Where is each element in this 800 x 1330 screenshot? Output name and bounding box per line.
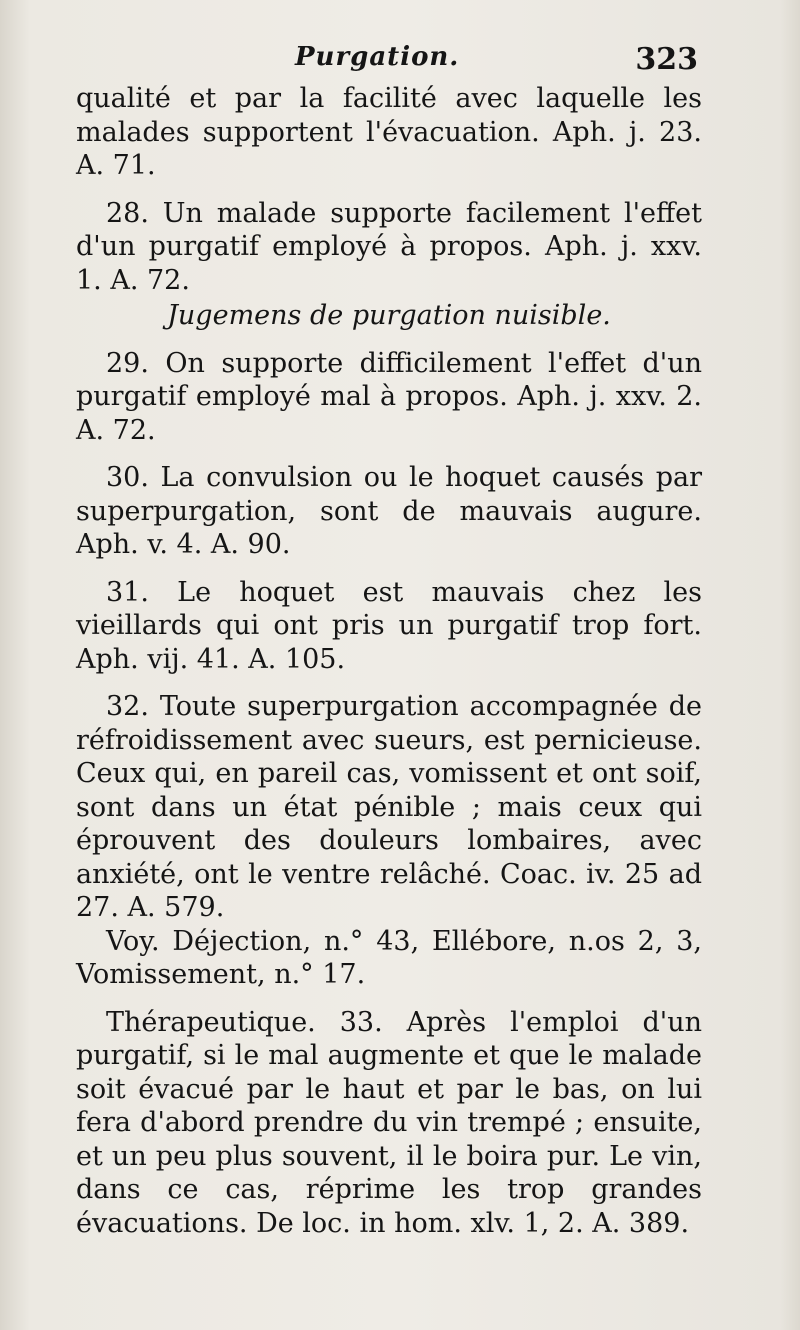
section-heading: Jugemens de purgation nuisible. (167, 300, 611, 331)
running-head: Purgation. (295, 42, 460, 72)
paragraph-31: 31. Le hoquet est mauvais chez les vieillards qui ont pris un purgatif trop fort. Aph. vij. 41. A. 105. (76, 576, 702, 675)
paragraph-32: 32. Toute superpurgation accompagnée de réfroidissement avec sueurs, est pernicieuse. Ceux qui, en pareil cas, vomissent et ont soif, sont dans un état pénible ; mais ceux qui éprouvent des douleurs lombaires, avec anxiété, ont le ventre relâché. Coac. iv. 25 ad 27. A. 579. (76, 691, 702, 923)
cross-reference: Voy. Déjection, n.° 43, Ellébore, n.os 2, 3, Vomissement, n.° 17. (76, 925, 702, 990)
page-body (76, 82, 702, 1240)
paragraph-29: 29. On supporte difficilement l'effet d'un purgatif employé mal à propos. Aph. j. xxv. 2. A. 72. (76, 347, 702, 446)
paragraph-30: 30. La convulsion ou le hoquet causés par superpurgation, sont de mauvais augure. Aph. v. 4. A. 90. (76, 462, 702, 560)
page-number: 323 (635, 42, 698, 77)
paragraph-33: Thérapeutique. 33. Après l'emploi d'un purgatif, si le mal augmente et que le malade soit évacué par le haut et par le bas, on lui fera d'abord prendre du vin trempé ; ensuite, et un peu plus souvent, il le boira pur. Le vin, dans ce cas, réprime les trop grandes évacuations. De loc. in hom. xlv. 1, 2. A. 389. (76, 1006, 702, 1239)
page-header (70, 42, 698, 82)
paragraph-28: 28. Un malade supporte facilement l'effet d'un purgatif employé à propos. Aph. j. xxv. 1. A. 72. (76, 197, 702, 296)
paragraph-continuation: qualité et par la facilité avec laquelle les malades supportent l'évacuation. Aph. j. 23. A. 71. (76, 83, 702, 181)
